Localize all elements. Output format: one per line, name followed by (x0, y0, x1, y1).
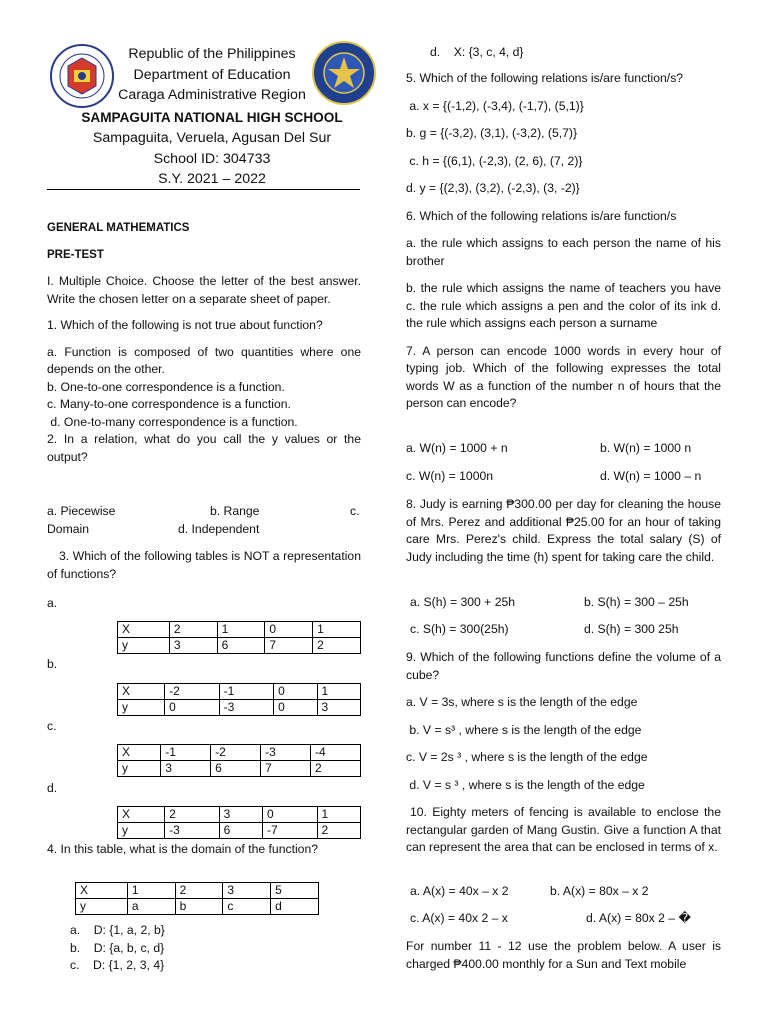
q4-choice-a: a. D: {1, a, 2, b} (70, 923, 165, 937)
q8-choice-b: b. S(h) = 300 – 25h (584, 595, 689, 609)
table-cell: -3 (261, 745, 311, 761)
table-cell: y (76, 899, 128, 915)
region-line: Caraga Administrative Region (118, 87, 306, 103)
left-column (47, 220, 361, 466)
q5-choice-c: c. h = {(6,1), (-2,3), (2, 6), (7, 2)} (406, 153, 583, 168)
q4-choice-c: c. D: {1, 2, 3, 4} (70, 958, 165, 972)
table-cell: y (118, 761, 161, 777)
question-4: 4. In this table, what is the domain of the function? (47, 842, 318, 856)
q8-choice-d: d. S(h) = 300 25h (584, 622, 679, 636)
table-cell: 0 (165, 700, 219, 716)
table-cell: -1 (219, 684, 273, 700)
question-2: 2. In a relation, what do you call the y values or the output? (47, 432, 361, 464)
q9-choice-c: c. V = 2s ³ , where s is the length of the edge (406, 750, 648, 764)
q4-choice-d: d. X: {3, c, 4, d} (430, 45, 524, 59)
q5-choice-d: d. y = {(2,3), (3,2), (-2,3), (3, -2)} (406, 181, 580, 195)
school-name: SAMPAGUITA NATIONAL HIGH SCHOOL (81, 109, 343, 125)
table-cell: -3 (219, 700, 273, 716)
table-cell: 3 (169, 638, 217, 654)
table-cell: 3 (219, 807, 262, 823)
subject-title: GENERAL MATHEMATICS (47, 222, 190, 234)
q9-choice-b: b. V = s³ , where s is the length of the edge (406, 722, 642, 737)
republic-line: Republic of the Philippines (128, 46, 296, 62)
q1-choice-b: b. One-to-one correspondence is a function. (47, 379, 285, 394)
question-10: 10. Eighty meters of fencing is available to enclose the rectangular garden of Mang Gustin. Give a function A that can represent the area that can be enclosed in terms of x. (406, 805, 721, 854)
table-cell: X (118, 745, 161, 761)
table-cell: 1 (217, 622, 265, 638)
q4-choice-b: b. D: {a, b, c, d} (70, 940, 165, 955)
question-3: 3. Which of the following tables is NOT a representation of functions? (47, 549, 361, 581)
table-cell: 3 (161, 761, 211, 777)
table-cell: 3 (317, 700, 360, 716)
department-line: Department of Education (133, 66, 291, 83)
q2-choice-d: d. Independent (178, 522, 260, 536)
table-cell: 2 (311, 761, 361, 777)
q6-choice-b: b. the rule which assigns the name of teachers you have c. the rule which assigns a pen and the color of its ink d. the rule which assigns each person a surname (406, 281, 721, 330)
table-cell: 2 (169, 622, 217, 638)
table-cell: X (76, 883, 128, 899)
q5-choice-a: a. x = {(-1,2), (-3,4), (-1,7), (5,1)} (406, 98, 584, 113)
table-cell: b (175, 899, 223, 915)
table-cell: 0 (263, 807, 317, 823)
q10-choice-c: c. A(x) = 40x 2 – x (410, 911, 508, 925)
q1-choice-a: a. Function is composed of two quantities where one depends on the other. (47, 344, 361, 376)
table-cell: a (127, 899, 175, 915)
table-cell: 2 (175, 883, 223, 899)
table-cell: 2 (165, 807, 219, 823)
table-cell: 7 (265, 638, 313, 654)
question-1: 1. Which of the following is not true about function? (47, 318, 323, 332)
q7-choice-a: a. W(n) = 1000 + n (406, 441, 508, 455)
q3-table-c (117, 744, 361, 777)
table-cell: 2 (313, 638, 361, 654)
table-cell: 0 (274, 684, 317, 700)
q3-label-a: a. (47, 596, 58, 610)
q1-choice-d: d. One-to-many correspondence is a function. (47, 414, 298, 429)
table-cell: -2 (211, 745, 261, 761)
table-cell: y (118, 823, 165, 839)
q2-choice-c: c. (350, 504, 360, 518)
table-cell: -4 (311, 745, 361, 761)
q7-choice-b: b. W(n) = 1000 n (600, 441, 692, 455)
q6-choice-a: a. the rule which assigns to each person the name of his brother (406, 236, 721, 268)
table-cell: 2 (317, 823, 360, 839)
table-cell: -7 (263, 823, 317, 839)
table-cell: 6 (219, 823, 262, 839)
q10-choice-a: a. A(x) = 40x – x 2 (410, 884, 509, 898)
table-cell: 0 (274, 700, 317, 716)
table-cell: c (223, 899, 271, 915)
table-cell: -1 (161, 745, 211, 761)
table-cell: 1 (317, 807, 360, 823)
question-7: 7. A person can encode 1000 words in every hour of typing job. Which of the following expresses the total words W as a function of the number n of hours that the person can encode? (406, 343, 721, 410)
q2-choices (47, 503, 361, 538)
question-5: 5. Which of the following relations is/are function/s? (406, 71, 684, 85)
q11-intro: For number 11 - 12 use the problem below. A user is charged ₱400.00 monthly for a Sun and Text mobile (406, 939, 721, 971)
table-cell: 6 (211, 761, 261, 777)
q2-choice-c-text: Domain (47, 522, 89, 536)
q10-choice-d: d. A(x) = 80x 2 – � (586, 911, 691, 925)
table-cell: 7 (261, 761, 311, 777)
q5-choice-b: b. g = {(-3,2), (3,1), (-3,2), (5,7)} (406, 126, 578, 140)
q2-choice-a: a. Piecewise (47, 504, 116, 518)
table-cell: -3 (165, 823, 219, 839)
q3-table-b (117, 683, 361, 716)
q1-choice-c: c. Many-to-one correspondence is a function. (47, 397, 291, 411)
q9-block (406, 649, 721, 857)
q9-choice-a: a. V = 3s, where s is the length of the edge (406, 695, 638, 709)
q2-choice-b: b. Range (210, 504, 260, 518)
table-cell: 6 (217, 638, 265, 654)
q4-choices (70, 922, 165, 975)
school-address: Sampaguita, Veruela, Agusan Del Sur (92, 130, 332, 146)
table-cell: 3 (223, 883, 271, 899)
header-divider (47, 189, 360, 190)
q4-table (75, 882, 319, 915)
table-cell: d (271, 899, 319, 915)
school-year: S.Y. 2021 – 2022 (158, 171, 266, 187)
table-cell: X (118, 622, 170, 638)
question-6: 6. Which of the following relations is/are function/s (406, 208, 677, 223)
q8-choice-c: c. S(h) = 300(25h) (410, 622, 509, 636)
table-cell: X (118, 807, 165, 823)
q3-table-d (117, 806, 361, 839)
school-id: School ID: 304733 (153, 150, 271, 167)
right-column (406, 70, 721, 413)
q7-choice-c: c. W(n) = 1000n (406, 469, 494, 483)
table-cell: 1 (127, 883, 175, 899)
table-cell: -2 (165, 684, 219, 700)
table-cell: 0 (265, 622, 313, 638)
table-cell: y (118, 700, 165, 716)
q7-choice-d: d. W(n) = 1000 – n (600, 469, 702, 483)
test-title: PRE-TEST (47, 248, 104, 261)
table-cell: 1 (317, 684, 360, 700)
q9-choice-d: d. V = s ³ , where s is the length of the edge (406, 777, 645, 792)
instructions: I. Multiple Choice. Choose the letter of the best answer. Write the chosen letter on a separate sheet of paper. (47, 274, 361, 306)
table-cell: 1 (313, 622, 361, 638)
letterhead (62, 44, 362, 190)
question-9: 9. Which of the following functions define the volume of a cube? (406, 650, 721, 682)
table-cell: 5 (271, 883, 319, 899)
question-8: 8. Judy is earning ₱300.00 per day for cleaning the house of Mrs. Perez and additional ₱25.00 for an hour of taking care Mrs. Perez's child. Express the total salary (S) of Judy including the time (h) spent for taking care the child. (406, 497, 721, 564)
q10-choice-b: b. A(x) = 80x – x 2 (550, 884, 649, 898)
q3-table-a (117, 621, 361, 654)
table-cell: y (118, 638, 170, 654)
table-cell: X (118, 684, 165, 700)
q3-label-d: d. (47, 781, 58, 795)
q8-choice-a: a. S(h) = 300 + 25h (410, 595, 516, 609)
q3-label-b: b. (47, 657, 58, 671)
q3-label-c: c. (47, 719, 57, 733)
